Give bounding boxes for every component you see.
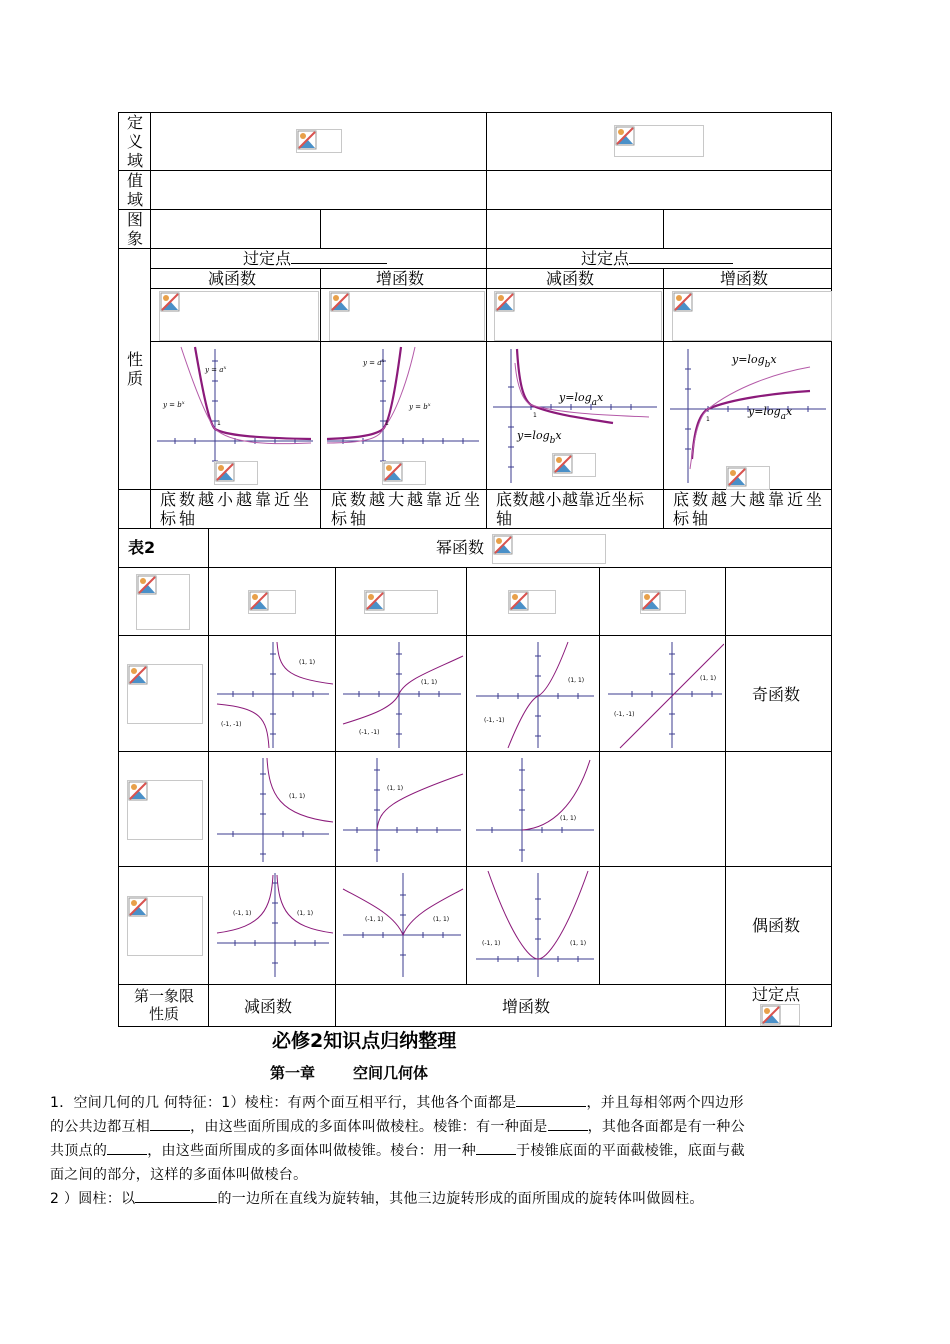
power-function-header: 幂函数	[436, 538, 485, 557]
image-placeholder	[760, 1004, 800, 1026]
fixed-point-label: 过定点	[752, 985, 801, 1004]
note-base-smaller: 底数越小越靠近坐标轴	[160, 490, 313, 528]
svg-text:1: 1	[533, 412, 537, 419]
fixed-point-label-exp: 过定点	[243, 249, 387, 268]
even-function-label: 偶函数	[752, 916, 801, 935]
graph-power-square-root	[339, 754, 464, 864]
svg-text:(1, 1): (1, 1)	[700, 675, 717, 682]
svg-text:(1, 1): (1, 1)	[570, 940, 587, 947]
graph-power-inverse-square	[213, 869, 333, 981]
increasing-label: 增函数	[502, 997, 551, 1016]
image-placeholder	[672, 291, 832, 341]
row-label-domain: 定 义 域	[126, 113, 143, 170]
row-label-properties: 性 质	[126, 350, 143, 388]
odd-function-label: 奇函数	[752, 685, 801, 704]
image-placeholder	[552, 453, 596, 477]
image-placeholder	[248, 590, 296, 614]
svg-text:y=logax: $y=\log_ax$	[559, 391, 604, 408]
image-placeholder	[214, 461, 258, 485]
image-placeholder	[329, 291, 485, 341]
svg-text:1: 1	[217, 420, 221, 427]
svg-text:(1, 1): (1, 1)	[421, 679, 438, 686]
note-base-larger: 底数越大越靠近坐标轴	[331, 490, 484, 528]
note-base-smaller: 底数越小越靠近坐标轴	[496, 490, 645, 528]
col-header-decreasing: 减函数	[208, 269, 257, 288]
svg-text:(1, 1): (1, 1)	[560, 815, 577, 822]
image-placeholder	[492, 534, 606, 564]
svg-text:(1, 1): (1, 1)	[289, 793, 306, 800]
graph-power-cube-root	[339, 638, 464, 750]
svg-text:y = ax: $y = a^x$	[205, 365, 227, 374]
image-placeholder	[159, 291, 319, 341]
fixed-point-label-log: 过定点	[581, 249, 733, 268]
col-header-increasing: 增函数	[376, 269, 425, 288]
svg-text:y=logbx: $y=\log_bx$	[517, 429, 562, 446]
image-placeholder	[127, 664, 203, 724]
svg-text:(-1, 1): (-1, 1)	[482, 940, 501, 947]
svg-text:(1, 1): (1, 1)	[299, 659, 316, 666]
paragraph-prism: 1．空间几何的几 何特征：1）棱柱：有两个面互相平行，其他各个面都是 ，并且每相邻两个四边形 的公共边都互相 ，由这些面所围成的多面体叫做棱柱。棱锥：有一种面是 ，其他各面都是有一种公 共顶点的 ，由这些面所围成的多面体叫做棱锥。棱台：用一种 于棱锥底面的平面截棱锥，底面与截 面之间的部分，这样的多面体叫做棱台。 2 ）圆柱：以 的一边所在直线为旋转轴，其他三边旋转形成的面所围成的旋转体叫做圆柱。	[50, 1091, 870, 1211]
page-title: 必修2知识点归纳整理	[272, 1030, 457, 1052]
first-quadrant-property-label: 第一象限性质	[133, 987, 194, 1023]
svg-text:y = bx: $y = b^x$	[409, 402, 431, 411]
decreasing-label: 减函数	[244, 997, 293, 1016]
svg-text:y=logax: $y=\log_ax$	[748, 405, 793, 422]
col-header-increasing: 增函数	[720, 269, 769, 288]
svg-text:y = bx: $y = b^x$	[163, 400, 185, 409]
graph-power-cube-first-quadrant	[472, 754, 597, 864]
svg-text:(-1, -1): (-1, -1)	[359, 729, 380, 736]
graph-power-reciprocal	[213, 638, 333, 750]
image-placeholder	[726, 466, 770, 490]
graph-power-linear	[604, 638, 724, 750]
svg-text:1: 1	[385, 420, 389, 427]
graph-power-two-thirds	[339, 869, 464, 981]
image-placeholder	[127, 780, 203, 840]
image-placeholder	[127, 896, 203, 956]
image-placeholder	[296, 129, 342, 153]
svg-text:(-1, -1): (-1, -1)	[614, 711, 635, 718]
svg-text:(-1, -1): (-1, -1)	[221, 721, 242, 728]
col-header-decreasing: 减函数	[546, 269, 595, 288]
image-placeholder	[382, 461, 426, 485]
image-placeholder	[614, 125, 704, 157]
svg-text:(-1, -1): (-1, -1)	[484, 717, 505, 724]
chapter-heading: 第一章 空间几何体	[270, 1064, 429, 1082]
graph-power-cube	[472, 638, 597, 750]
svg-text:y = ax: $y = a^x$	[363, 358, 385, 367]
table2-label: 表2	[128, 538, 156, 557]
svg-text:(1, 1): (1, 1)	[387, 785, 404, 792]
image-placeholder	[640, 590, 686, 614]
row-label-range: 值 域	[126, 171, 143, 209]
image-placeholder	[364, 590, 438, 614]
svg-text:(1, 1): (1, 1)	[568, 677, 585, 684]
graph-power-reciprocal-first-quadrant	[213, 754, 333, 864]
row-label-graph: 图 象	[126, 210, 143, 248]
svg-text:(-1, 1): (-1, 1)	[365, 916, 384, 923]
svg-text:(1, 1): (1, 1)	[297, 910, 314, 917]
svg-text:(-1, 1): (-1, 1)	[233, 910, 252, 917]
image-placeholder	[136, 574, 190, 630]
svg-text:(1, 1): (1, 1)	[433, 916, 450, 923]
svg-text:y=logbx: $y=\log_bx$	[732, 353, 777, 370]
image-placeholder	[508, 590, 556, 614]
image-placeholder	[494, 291, 662, 341]
svg-text:1: 1	[706, 416, 710, 423]
graph-power-square	[472, 869, 597, 981]
note-base-larger: 底数越大越靠近坐标轴	[673, 490, 826, 528]
